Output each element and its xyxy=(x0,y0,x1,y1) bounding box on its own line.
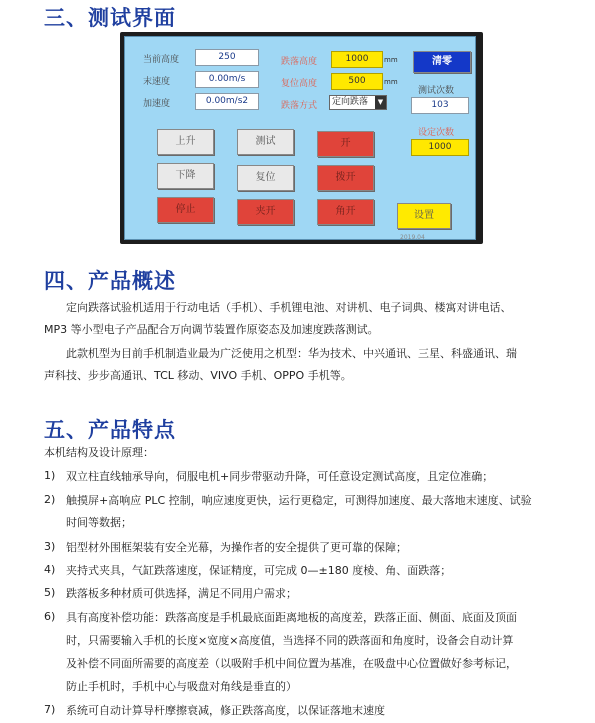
section-5-heading: 五、产品特点 xyxy=(44,418,176,442)
drop-mode-label: 跌落方式 xyxy=(281,101,318,111)
feature-1-line-1: 双立柱直线轴承导向，伺服电机+同步带驱动升降，可任意设定测试高度，且定位准确； xyxy=(66,470,494,483)
acceleration-label: 加速度 xyxy=(143,99,171,109)
feature-6-line-3: 及补偿不同面所需要的高度差（以吸附手机中间位置为基准，在吸盘中心位置做好参考标记， xyxy=(66,657,517,670)
down-button[interactable]: 下降 xyxy=(157,163,214,189)
feature-3-num: 3) xyxy=(44,540,56,553)
set-count-label: 设定次数 xyxy=(418,128,455,138)
overview-line-2: MP3 等小型电子产品配合万向调节装置作原姿态及加速度跌落测试。 xyxy=(44,323,379,336)
hmi-screen xyxy=(124,36,476,240)
overview-line-4: 声科技、步步高通讯、TCL 移动、VIVO 手机、OPPO 手机等。 xyxy=(44,369,352,382)
stop-button[interactable]: 停止 xyxy=(157,197,214,223)
reset-height-label: 复位高度 xyxy=(281,79,318,89)
settings-button[interactable]: 设置 xyxy=(397,203,451,229)
feature-4-num: 4) xyxy=(44,563,56,576)
up-button[interactable]: 上升 xyxy=(157,129,214,155)
features-intro: 本机结构及设计原理： xyxy=(44,446,154,459)
open-button[interactable]: 开 xyxy=(317,131,374,157)
reset-height-input[interactable]: 500 xyxy=(331,73,383,90)
feature-6-line-4: 防止手机时，手机中心与吸盘对角线是垂直的） xyxy=(66,680,297,693)
drop-mode-value: 定向跌落 xyxy=(332,97,369,107)
drop-height-input[interactable]: 1000 xyxy=(331,51,383,68)
feature-2-line-2: 时间等数据； xyxy=(66,516,132,529)
feature-6-line-2: 时，只需要输入手机的长度×宽度×高度值，当选择不同的跌落面和角度时，设备会自动计算 xyxy=(66,634,514,647)
clear-button[interactable]: 清零 xyxy=(413,51,471,73)
overview-line-1: 定向跌落试验机适用于行动电话（手机）、手机锂电池、对讲机、电子词典、楼寓对讲电话、 xyxy=(66,301,512,314)
test-count-value: 103 xyxy=(411,97,469,114)
chevron-down-icon: ▼ xyxy=(375,96,386,109)
feature-5-num: 5) xyxy=(44,586,56,599)
section-3-heading: 三、测试界面 xyxy=(44,6,176,30)
current-height-value: 250 xyxy=(195,49,259,66)
feature-4-line-1: 夹持式夹具，气缸跌落速度，保证精度，可完成 0—±180 度棱、角、面跌落； xyxy=(66,564,452,577)
feature-7-line-1: 系统可自动计算导杆摩擦衰减，修正跌落高度，以保证落地末速度 xyxy=(66,704,385,717)
acceleration-value: 0.00m/s2 xyxy=(195,93,259,110)
feature-6-num: 6) xyxy=(44,610,56,623)
feature-2-num: 2) xyxy=(44,493,56,506)
current-height-label: 当前高度 xyxy=(143,55,180,65)
drop-button[interactable]: 拨开 xyxy=(317,165,374,191)
test-button[interactable]: 测试 xyxy=(237,129,294,155)
bezel-text: 2019.04 xyxy=(400,234,425,241)
feature-3-line-1: 铝型材外围框架装有安全光幕，为操作者的安全提供了更可靠的保障； xyxy=(66,541,407,554)
reset-button[interactable]: 复位 xyxy=(237,165,294,191)
drop-mode-select[interactable] xyxy=(329,95,387,110)
feature-5-line-1: 跌落板多种材质可供选择，满足不同用户需求； xyxy=(66,587,297,600)
end-speed-value: 0.00m/s xyxy=(195,71,259,88)
reset-height-unit: mm xyxy=(384,78,398,86)
drop-height-label: 跌落高度 xyxy=(281,57,318,67)
feature-1-num: 1) xyxy=(44,469,56,482)
feature-6-line-1: 具有高度补偿功能：跌落高度是手机最底面距离地板的高度差，跌落正面、侧面、底面及顶面 xyxy=(66,611,517,624)
end-speed-label: 末速度 xyxy=(143,77,171,87)
feature-7-num: 7) xyxy=(44,703,56,716)
clamp-button[interactable]: 夹开 xyxy=(237,199,294,225)
angle-button[interactable]: 角开 xyxy=(317,199,374,225)
hmi-panel xyxy=(120,32,483,244)
feature-2-line-1: 触摸屏+高响应 PLC 控制，响应速度更快，运行更稳定，可测得加速度、最大落地末速度、试验 xyxy=(66,494,532,507)
set-count-input[interactable]: 1000 xyxy=(411,139,469,156)
test-count-label: 测试次数 xyxy=(418,86,455,96)
drop-height-unit: mm xyxy=(384,56,398,64)
section-4-heading: 四、产品概述 xyxy=(44,269,176,293)
overview-line-3: 此款机型为目前手机制造业最为广泛使用之机型：华为技术、中兴通讯、三星、科盛通讯、瑞 xyxy=(66,347,517,360)
